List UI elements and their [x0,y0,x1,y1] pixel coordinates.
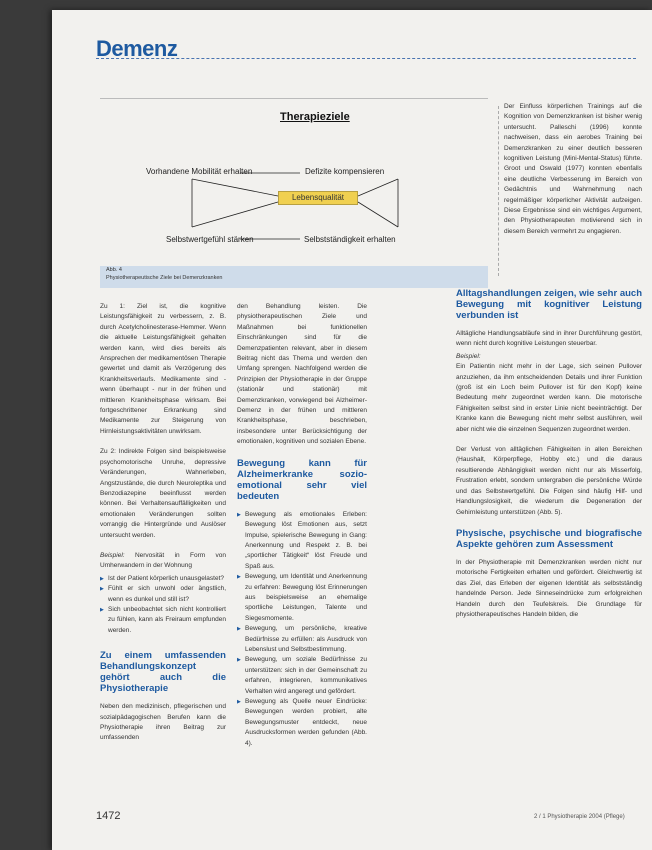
list-item: ▶ Sich unbeobachtet sich nicht kontrolliert zu fühlen, kann als Freiraum empfunden werden. [100,605,226,636]
example-label: Beispiel: [100,551,125,559]
example-label: Beispiel: [456,352,481,360]
journal-reference: 2 / 1 Physiotherapie 2004 (Pflege) [534,814,625,820]
paragraph: den Behandlung leisten. Die physiotherapeutischen Ziele und Maßnahmen bei funktionellen Einschränkungen sind für die Demenzpatienten relevant, aber in diesem Beitrag nicht das Thema und werden den Umfang sprengen. Nachfolgend werden die Prinzipien der Physiotherapie in der Gruppe (stationär und stationär) mit Demenzkranken, vorwiegend bei Alzheimer-Demenz in der frühen und mittleren Krankheitsphase, beschrieben, insbesondere unter Berücksichtigung der emotionalen, kognitiven und sozialen Ebene. [237,303,367,446]
goal-compensate-deficits: Defizite kompensieren [305,167,385,176]
paragraph: In der Physiotherapie mit Demenzkranken werden nicht nur motorische Fertigkeiten erhalten und gefördert. Gleichwertig ist das Ziel, das Erleben der eigenen Identität als selbstständig handelnde Person. Jede Sinneseindrücke zum erfolgreichen Handeln durch den Teufelskreis. Die Grundlage für physiotherapeutisches Handeln bilden, die [456,558,642,618]
section-heading: Zu einem umfassenden Behandlungskonzept gehört auch die Physiotherapie [100,650,226,695]
list-item: ▶ Ist der Patient körperlich unausgelastet? [100,574,226,584]
goal-quality-of-life: Lebensqualität [278,191,358,205]
document-page [52,10,652,850]
list-item: ▶ Bewegung, um persönliche, kreative Bedürfnisse zu erfüllen: als Ausdruck von Lebenslust und Selbstbestimmung. [237,624,367,655]
goal-maintain-mobility: Vorhandene Mobilität erhalten [146,167,253,176]
section-heading: Alltagshandlungen zeigen, wie sehr auch Bewegung mit kognitiver Leistung verbunden ist [456,288,642,321]
page-number: 1472 [96,810,121,822]
list-item: ▶ Bewegung als Quelle neuer Eindrücke: Bewegungen werden probiert, alte Bewegungsmuster entdeckt, neue Ausdrucksformen werden gefunden (Abb. 4). [237,697,367,749]
paragraph: Ein Patientin nicht mehr in der Lage, sich seinen Pullover anzuziehen, da ihm entscheidenden Details und ihrer Funktion (groß ist ein Loch beim Pullover ist für den Kopf) keine Bedeutung mehr zugeordnet werden kann. Die motorische Fähigkeiten selbst sind in erster Linie nicht beeinträchtigt. Der Kranke kann die Bewegung nicht mehr selbst ausführen, weil aber nicht wie die einzelnen Sequenzen zugeordnet werden. [456,363,642,433]
list-item: ▶ Fühlt er sich unwohl oder ängstlich, wenn es dunkel und still ist? [100,584,226,605]
paragraph: Der Einfluss körperlichen Trainings auf die Kognition von Demenzkranken ist bisher wenig untersucht. Palleschi (1996) konnte nachweisen, dass ein aerobes Training bei Demenzkranken zu einer deutlich besseren kognitiven Leistung (Mini-Mental-Status) führte. Groot und Oswald (1977) konnten ebenfalls eine deutliche Verbesserung im Bereich von Gedächtnis und Wahrnehmung nach regelmäßiger körperlicher Aktivität aufzeigen. Diese Ergebnisse sind ein wichtiges Argument, den Physiotherapeuten motivierend sich in diesem Bereich vermehrt zu engagieren. [504,103,642,235]
section-heading: Physische, psychische und biografische Aspekte gehören zum Assessment [456,527,642,550]
paragraph: Zu 2: Indirekte Folgen sind beispielsweise psychomotorische Unruhe, depressive Veränderungen, Wahnerleben, Angstzustände, die durch Neuroleptika und Benzodiazepine beeinflusst werden können. Bei Verhaltensauffälligkeiten und emotionalen Veränderungen sollten vorrangig die Hintergründe und Auslöser untersucht werden. [100,448,226,539]
figure-title: Therapieziele [280,111,350,123]
therapy-goals-figure [100,98,488,288]
figure-caption-number: Abb. 4 [106,267,122,273]
right-column-top [504,102,642,247]
list-item: ▶ Bewegung als emotionales Erleben: Bewegung löst Emotionen aus, setzt Impulse, spielerische Bewegung in Gang: Anerkennung und Respekt z. B. bei „sportlicher Tätigkeit“ löst Freude und Spaß aus. [237,510,367,572]
example-text: Nervosität in Form von Umherwandern in der Wohnung [100,551,226,570]
header-divider [96,58,636,59]
middle-column [237,302,367,749]
paragraph: Alltägliche Handlungsabläufe sind in ihrer Durchführung gestört, wenn nicht durch kognitive Leistungen steuerbar. [456,330,642,348]
list-item: ▶ Bewegung, um Identität und Anerkennung zu erfahren: Bewegung löst Erinnerungen aus beispielsweise an ehemalige sportliche Leistungen, Talente und Siegesmomente. [237,572,367,624]
figure-caption-text: Physiotherapeutische Ziele bei Demenzkranken [106,275,223,281]
right-column [456,280,642,630]
figure-connector-lines [100,99,488,269]
paragraph: Neben den medizinisch, pflegerischen und sozialpädagogischen Berufen kann die Physiotherapie ihren Beitrag zur umfassenden [100,703,226,742]
column-divider [498,106,499,276]
page-header-title: Demenz [96,36,178,61]
paragraph: Der Verlust von alltäglichen Fähigkeiten in allen Bereichen (Haushalt, Körperpflege, Hobby etc.) und die daraus resultierende Abhängigkeit werden nicht nur als Misserfolg, Frustration erlebt, sondern untergraben die persönliche Würde und das Selbstwertgefühl. Die Folgen sind häufig Hilf- und Handlungslosigkeit, die wiederum die Degeneration der Gehirnleistung unterstützen (Abb. 5). [456,446,642,516]
paragraph: Zu 1: Ziel ist, die kognitive Leistungsfähigkeit zu verbessern, z. B. durch Acetylcholinesterase-Hemmer. Wenn die aktuelle Leistungsfähigkeit gehalten werden kann, wird dies bereits als Ansprechen der medikamentösen Therapie gewertet und damit als Verzögerung des Krankheitsverlaufs. Medikamente sind - wenn überhaupt - nur in der frühen und mittleren Krankheitsphase wirksam. Bei fortgeschrittener Erkrankung sind Medikamente zur Steigerung von Hirnleistungsaktivitäten unwirksam. [100,303,226,435]
left-column [100,302,226,754]
goal-strengthen-self-esteem: Selbstwertgefühl stärken [166,235,254,244]
goal-maintain-independence: Selbstständigkeit erhalten [304,235,396,244]
figure-caption [100,266,488,288]
list-item: ▶ Bewegung, um soziale Bedürfnisse zu unterstützen: sich in der Gemeinschaft zu erfahren, integrieren, kommunikatives Verhalten wird angeregt und gefördert. [237,655,367,697]
section-heading: Bewegung kann für Alzheimerkranke sozio-emotional sehr viel bedeuten [237,457,367,502]
